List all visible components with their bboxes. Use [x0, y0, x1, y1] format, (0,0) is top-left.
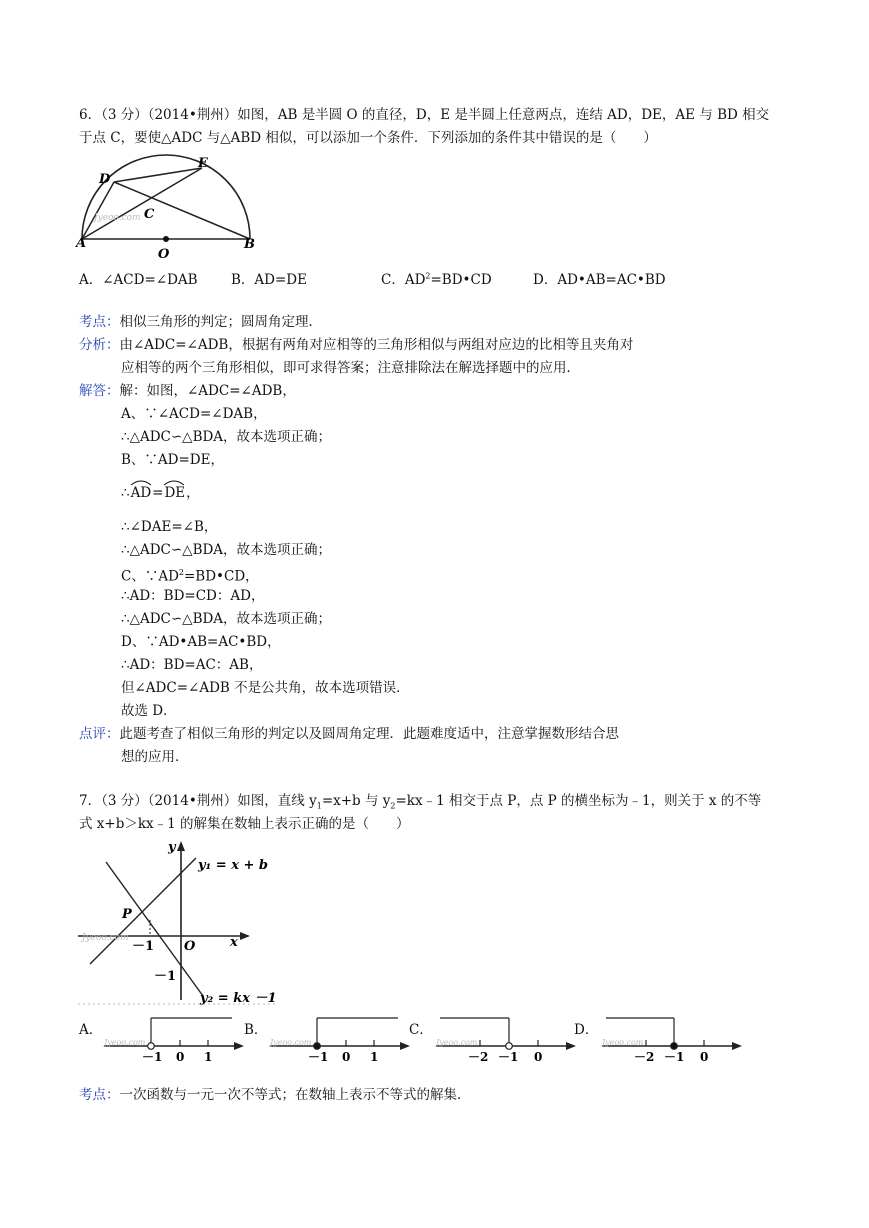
q7-watermark: Jyeoo.com: [82, 933, 129, 943]
q6-fenxi-label: 分析：: [79, 337, 120, 353]
q6-label-o: O: [158, 247, 170, 262]
q6-jieda-l10: ∴△ADC∽△BDA，故本选项正确；: [121, 611, 332, 627]
q6-jieda-l8-sup: 2: [178, 568, 184, 577]
q7-b-watermark: Jyeoo.com: [270, 1038, 312, 1047]
q6-kaodian: [79, 313, 322, 331]
q6-fenxi-text1: 由∠ADC=∠ADB，根据有两角对应相等的三角形相似与两组对应边的比相等且夹角对: [119, 337, 634, 353]
q7-stem1-pre: 7．（3 分）（2014•荆州）如图，直线 y: [79, 793, 317, 809]
q6-dianping-label: 点评：: [79, 726, 120, 742]
q7-label-y1: y₁ = x + b: [198, 858, 268, 873]
q6-option-a[interactable]: A．∠ACD=∠DAB: [79, 272, 198, 288]
q6-arc-ad-text: AD: [130, 485, 152, 501]
q6-stem-line1: 6．（3 分）（2014•荆州）如图，AB 是半圆 O 的直径，D，E 是半圆上任意两点，连结 AD，DE，AE 与 BD 相交: [79, 107, 770, 123]
q7-d-tick2: －1: [664, 1050, 685, 1062]
q7-d-watermark: Jyeoo.com: [602, 1038, 644, 1047]
q7-b-tick3: 1: [370, 1050, 379, 1062]
q7-stem1-sub1: 1: [316, 801, 322, 811]
q7-graph-figure: [78, 838, 278, 1008]
q6-watermark: Jyeoo.com: [94, 213, 141, 223]
q6-option-b[interactable]: B．AD=DE: [231, 272, 307, 288]
q7-label-minus1-y: －1: [154, 969, 177, 984]
q6-jieda-l5-pre: ∴: [121, 485, 130, 501]
q7-kaodian-text: 一次函数与一元一次不等式；在数轴上表示不等式的解集．: [119, 1087, 471, 1103]
q7-option-c-label[interactable]: C．: [409, 1022, 433, 1038]
q7-option-c-numberline[interactable]: [432, 1012, 582, 1062]
q7-a-tick2: 0: [176, 1050, 185, 1062]
q7-c-watermark: Jyeoo.com: [436, 1038, 478, 1047]
q7-option-b-label[interactable]: B．: [244, 1022, 268, 1038]
q6-jieda-l8-post: =BD•CD，: [184, 568, 259, 585]
q6-arc-de-text: DE: [164, 485, 186, 501]
q6-dianping-text1: 此题考查了相似三角形的判定以及圆周角定理．此题难度适中，注意掌握数形结合思: [119, 726, 619, 742]
q6-label-c: C: [144, 207, 155, 222]
q7-b-tick2: 0: [342, 1050, 351, 1062]
q6-option-c[interactable]: [381, 268, 492, 288]
q6-jieda-l12: ∴AD：BD=AC：AB，: [121, 657, 263, 673]
q6-jieda-l5-eq: =: [152, 485, 164, 501]
q7-a-tick3: 1: [204, 1050, 213, 1062]
q7-stem1-mid: =x+b 与 y: [321, 793, 391, 809]
q6-option-c-post: =BD•CD: [430, 272, 492, 288]
q7-option-d-label[interactable]: D．: [574, 1022, 599, 1038]
q7-label-p: P: [122, 907, 132, 922]
q7-a-tick1: －1: [142, 1050, 163, 1062]
arc-symbol-icon: [130, 479, 152, 486]
q7-option-b-numberline[interactable]: [266, 1012, 416, 1062]
q6-jieda-l5-post: ，: [186, 485, 200, 501]
q6-jieda-l1: 解：如图，∠ADC=∠ADB，: [119, 383, 296, 399]
q7-stem1-sub2: 2: [390, 801, 396, 811]
q6-jieda-l8: [121, 564, 259, 586]
q6-dianping-text2: 想的应用．: [121, 749, 189, 765]
arc-symbol-icon: [163, 479, 185, 486]
q7-label-x: x: [230, 935, 238, 950]
q7-label-y2: y₂ = kx －1: [200, 991, 277, 1006]
q7-option-d-numberline[interactable]: [598, 1012, 748, 1062]
q6-semicircle-figure: [74, 150, 264, 262]
q6-fenxi-text2: 应相等的两个三角形相似，即可求得答案；注意排除法在解选择题中的应用．: [121, 360, 580, 376]
q6-dianping: [79, 725, 619, 743]
q6-jieda-l9: ∴AD：BD=CD：AD，: [121, 588, 265, 604]
q6-fenxi: [79, 336, 633, 354]
q7-kaodian-label: 考点：: [79, 1087, 120, 1103]
q6-jieda-l4: B、∵AD=DE，: [121, 452, 224, 468]
q6-arc-ad: [130, 484, 153, 502]
q7-stem-line1: [79, 792, 761, 816]
q7-d-tick3: 0: [700, 1050, 709, 1062]
q6-label-b: B: [244, 237, 255, 252]
q7-label-o: O: [184, 939, 196, 954]
q6-label-e: E: [198, 156, 208, 171]
q6-arc-de: [163, 484, 186, 502]
q7-label-y: y: [168, 840, 176, 855]
q6-jieda-l2: A、∵∠ACD=∠DAB，: [121, 406, 267, 422]
q7-a-watermark: Jyeoo.com: [104, 1038, 146, 1047]
q6-jieda-l11: D、∵AD•AB=AC•BD，: [121, 634, 281, 650]
q6-jieda: [79, 382, 296, 400]
q7-c-tick2: －1: [498, 1050, 519, 1062]
q7-kaodian: [79, 1086, 471, 1104]
q6-jieda-l8-pre: C、∵AD: [121, 568, 179, 585]
q6-jieda-l14: 故选 D．: [121, 703, 177, 719]
q6-jieda-l7: ∴△ADC∽△BDA，故本选项正确；: [121, 542, 332, 558]
q6-stem-line2: 于点 C，要使△ADC 与△ABD 相似，可以添加一个条件．下列添加的条件其中错误的是（ ）: [79, 130, 657, 146]
q7-stem1-post: =kx﹣1 相交于点 P，点 P 的横坐标为﹣1，则关于 x 的不等: [395, 793, 762, 809]
q7-c-tick3: 0: [534, 1050, 543, 1062]
q6-option-d[interactable]: D．AD•AB=AC•BD: [533, 272, 666, 288]
q7-option-a-label[interactable]: A．: [79, 1022, 103, 1038]
q7-stem-line2: 式 x+b＞kx﹣1 的解集在数轴上表示正确的是（ ）: [79, 816, 410, 832]
q6-jieda-l5: [121, 484, 200, 502]
q6-jieda-l13: 但∠ADC=∠ADB 不是公共角，故本选项错误．: [121, 680, 410, 696]
q6-label-d: D: [99, 172, 111, 187]
q6-label-a: A: [76, 236, 87, 251]
q7-b-tick1: －1: [308, 1050, 329, 1062]
q6-kaodian-text: 相似三角形的判定；圆周角定理．: [119, 314, 322, 330]
q6-jieda-l3: ∴△ADC∽△BDA，故本选项正确；: [121, 429, 332, 445]
q6-jieda-l6: ∴∠DAE=∠B，: [121, 519, 218, 535]
q6-option-c-sup: 2: [425, 271, 431, 281]
q6-option-c-pre: C．AD: [381, 272, 426, 288]
q7-d-tick1: －2: [634, 1050, 655, 1062]
q7-c-tick1: －2: [468, 1050, 489, 1062]
q7-option-a-numberline[interactable]: [100, 1012, 250, 1062]
q6-kaodian-label: 考点：: [79, 314, 120, 330]
q6-jieda-label: 解答：: [79, 383, 120, 399]
q7-label-minus1-x: －1: [132, 939, 155, 954]
